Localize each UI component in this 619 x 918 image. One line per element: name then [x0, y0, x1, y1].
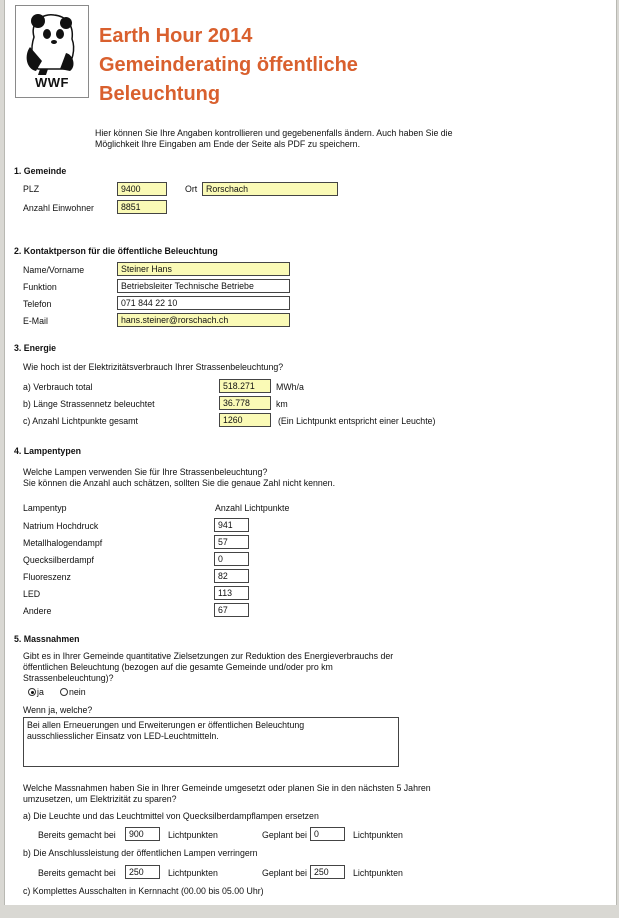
massnahme-b-label: b) Die Anschlussleistung der öffentlichen Lampen verringern	[23, 848, 258, 858]
welche-text-line-2: ausschliesslicher Einsatz von LED-Leuchtmitteln.	[27, 731, 219, 741]
lampentyp-count-input[interactable]: 57	[214, 535, 249, 549]
ort-label: Ort	[185, 184, 198, 194]
b-bereits-unit: Lichtpunkten	[168, 868, 218, 878]
form-page	[4, 0, 617, 918]
bottom-margin	[0, 905, 619, 918]
section-kontakt-heading: 2. Kontaktperson für die öffentliche Beleuchtung	[14, 246, 218, 256]
lichtpunkte-note: (Ein Lichtpunkt entspricht einer Leuchte)	[278, 416, 436, 426]
col-header-anzahl: Anzahl Lichtpunkte	[215, 503, 290, 513]
lampentyp-count-input[interactable]: 113	[214, 586, 249, 600]
lampen-question-2: Sie können die Anzahl auch schätzen, sollten Sie die genaue Zahl nicht kennen.	[23, 478, 336, 488]
laenge-unit: km	[276, 399, 288, 409]
welche-textarea[interactable]	[23, 717, 399, 767]
lichtpunkte-label: c) Anzahl Lichtpunkte gesamt	[23, 416, 138, 426]
b-geplant-unit: Lichtpunkten	[353, 868, 403, 878]
page-title-line-3: Beleuchtung	[99, 83, 221, 105]
lampentyp-count-input[interactable]: 67	[214, 603, 249, 617]
a-geplant-input[interactable]: 0	[310, 827, 345, 841]
email-input[interactable]: hans.steiner@rorschach.ch	[117, 313, 290, 327]
page-title-line-1: Earth Hour 2014	[99, 25, 253, 47]
laenge-label: b) Länge Strassennetz beleuchtet	[23, 399, 155, 409]
lampentyp-count-input[interactable]: 82	[214, 569, 249, 583]
name-input[interactable]: Steiner Hans	[117, 262, 290, 276]
a-bereits-label: Bereits gemacht bei	[38, 830, 116, 840]
laenge-input[interactable]: 36.778	[219, 396, 271, 410]
b-bereits-input[interactable]: 250	[125, 865, 160, 879]
ja-label: ja	[37, 687, 44, 697]
a-geplant-unit: Lichtpunkten	[353, 830, 403, 840]
a-bereits-input[interactable]: 900	[125, 827, 160, 841]
intro-line-1: Hier können Sie Ihre Angaben kontrollieren und gegebenenfalls ändern. Auch haben Sie die	[95, 128, 453, 138]
telefon-input[interactable]: 071 844 22 10	[117, 296, 290, 310]
ziel-question-line-3: Strassenbeleuchtung)?	[23, 673, 114, 683]
massnahmen-question-line-1: Welche Massnahmen haben Sie in Ihrer Gemeinde umgesetzt oder planen Sie in den nächsten 5 Jahren	[23, 783, 431, 793]
energie-question: Wie hoch ist der Elektrizitätsverbrauch Ihrer Strassenbeleuchtung?	[23, 362, 284, 372]
verbrauch-input[interactable]: 518.271	[219, 379, 271, 393]
intro-line-2: Möglichkeit Ihre Eingaben am Ende der Seite als PDF zu speichern.	[95, 139, 361, 149]
lampen-question-1: Welche Lampen verwenden Sie für Ihre Strassenbeleuchtung?	[23, 467, 268, 477]
b-bereits-label: Bereits gemacht bei	[38, 868, 116, 878]
welche-text-line-1: Bei allen Erneuerungen und Erweiterungen er öffentlichen Beleuchtung	[27, 720, 305, 730]
email-label: E-Mail	[23, 316, 48, 326]
ja-radio[interactable]	[28, 688, 36, 696]
ziel-question-line-1: Gibt es in Ihrer Gemeinde quantitative Zielsetzungen zur Reduktion des Energieverbrauchs der	[23, 651, 394, 661]
massnahme-a-label: a) Die Leuchte und das Leuchtmittel von Quecksilberdampflampen ersetzen	[23, 811, 319, 821]
nein-label: nein	[69, 687, 86, 697]
panda-icon	[16, 9, 88, 77]
plz-label: PLZ	[23, 184, 40, 194]
plz-input[interactable]: 9400	[117, 182, 167, 196]
section-massnahmen-heading: 5. Massnahmen	[14, 634, 80, 644]
section-gemeinde-heading: 1. Gemeinde	[14, 166, 67, 176]
verbrauch-unit: MWh/a	[276, 382, 304, 392]
page-title-line-2: Gemeinderating öffentliche	[99, 54, 358, 76]
lampentyp-count-input[interactable]: 941	[214, 518, 249, 532]
massnahme-c-label: c) Komplettes Ausschalten in Kernnacht (00.00 bis 05.00 Uhr)	[23, 886, 264, 896]
massnahmen-question-line-2: umzusetzen, um Elektrizität zu sparen?	[23, 794, 177, 804]
verbrauch-label: a) Verbrauch total	[23, 382, 93, 392]
name-label: Name/Vorname	[23, 265, 85, 275]
col-header-lampentyp: Lampentyp	[23, 503, 67, 513]
nein-radio[interactable]	[60, 688, 68, 696]
lampentyp-label: Quecksilberdampf	[23, 555, 94, 565]
einwohner-input[interactable]: 8851	[117, 200, 167, 214]
lampentyp-label: Fluoreszenz	[23, 572, 71, 582]
telefon-label: Telefon	[23, 299, 52, 309]
lampentyp-label: Natrium Hochdruck	[23, 521, 99, 531]
section-lampen-heading: 4. Lampentypen	[14, 446, 81, 456]
a-geplant-label: Geplant bei	[262, 830, 307, 840]
b-geplant-label: Geplant bei	[262, 868, 307, 878]
ziel-question-line-2: öffentlichen Beleuchtung (bezogen auf die gesamte Gemeinde und/oder pro km	[23, 662, 333, 672]
a-bereits-unit: Lichtpunkten	[168, 830, 218, 840]
lampentyp-count-input[interactable]: 0	[214, 552, 249, 566]
funktion-input[interactable]: Betriebsleiter Technische Betriebe	[117, 279, 290, 293]
wwf-logo	[15, 5, 89, 98]
welche-label: Wenn ja, welche?	[23, 705, 93, 715]
logo-text: WWF	[35, 75, 69, 90]
funktion-label: Funktion	[23, 282, 57, 292]
b-geplant-input[interactable]: 250	[310, 865, 345, 879]
ort-input[interactable]: Rorschach	[202, 182, 338, 196]
lampentyp-label: Andere	[23, 606, 52, 616]
section-energie-heading: 3. Energie	[14, 343, 57, 353]
einwohner-label: Anzahl Einwohner	[23, 203, 94, 213]
lampentyp-label: LED	[23, 589, 41, 599]
lichtpunkte-input[interactable]: 1260	[219, 413, 271, 427]
lampentyp-label: Metallhalogendampf	[23, 538, 103, 548]
